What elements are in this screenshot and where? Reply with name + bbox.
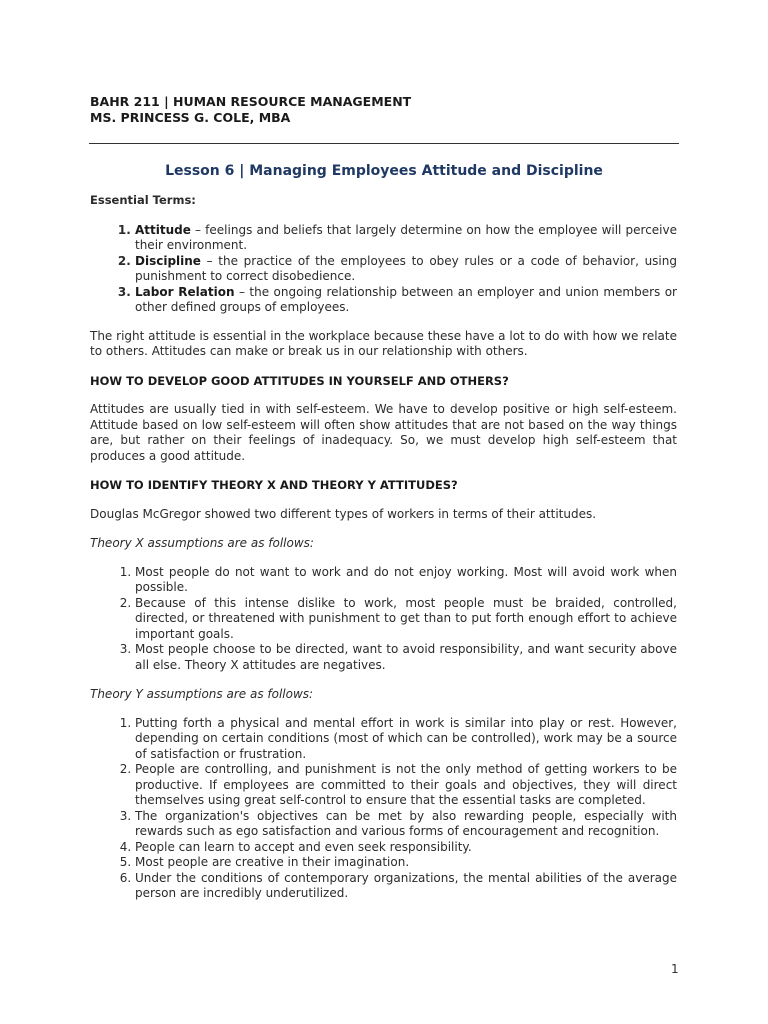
list-item: 3. Most people choose to be directed, want to avoid responsibility, and want security above all else. Theory X attitudes are negatives. [135, 642, 677, 673]
section-heading: HOW TO IDENTIFY THEORY X AND THEORY Y ATTITUDES? [90, 478, 458, 492]
section-paragraph: Douglas McGregor showed two different types of workers in terms of their attitudes. [90, 506, 597, 521]
list-item: 5. Most people are creative in their imagination. [135, 855, 677, 871]
document-header [90, 94, 411, 126]
theory-y-list [90, 716, 677, 902]
essential-terms-heading: Essential Terms: [90, 193, 196, 207]
theory-y-label: Theory Y assumptions are as follows: [90, 687, 314, 701]
list-item [135, 223, 677, 254]
term-name: Labor Relation [135, 284, 235, 299]
term-definition: – the practice of the employees to obey rules or a code of behavior, using punishment to correct disobedience. [135, 253, 677, 283]
list-item [135, 285, 677, 316]
list-item: 4. People can learn to accept and even seek responsibility. [135, 840, 677, 856]
theory-x-label: Theory X assumptions are as follows: [90, 536, 314, 550]
list-item: 6. Under the conditions of contemporary organizations, the mental abilities of the average person are incredibly underutilized. [135, 871, 677, 902]
page-number: 1 [671, 962, 679, 976]
document-body [90, 193, 677, 902]
term-name: Attitude [135, 222, 191, 237]
term-definition: – the ongoing relationship between an employer and union members or other defined groups of employees. [135, 284, 677, 314]
section-heading: HOW TO DEVELOP GOOD ATTITUDES IN YOURSELF AND OTHERS? [90, 373, 509, 388]
theory-x-list [90, 565, 677, 674]
list-item [135, 254, 677, 285]
instructor-name: MS. PRINCESS G. COLE, MBA [90, 110, 291, 125]
term-name: Discipline [135, 253, 201, 268]
course-title: BAHR 211 | HUMAN RESOURCE MANAGEMENT [90, 94, 412, 109]
header-divider [89, 143, 679, 144]
lesson-title: Lesson 6 | Managing Employees Attitude and Discipline [165, 163, 603, 179]
intro-paragraph: The right attitude is essential in the workplace because these have a lot to do with how we relate to others. Attitudes can make or break us in our relationship with others. [90, 328, 677, 358]
list-item: 1. Putting forth a physical and mental effort in work is similar into play or rest. However, depending on certain conditions (most of which can be controlled), work may be a source of satisfaction or frustration. [135, 716, 677, 763]
section-paragraph: Attitudes are usually tied in with self-esteem. We have to develop positive or high self-esteem. Attitude based on low self-esteem will often show attitudes that are not based on the way things are, but rather on their feelings of inadequacy. So, we must develop high self-esteem that produces a good attitude. [90, 402, 677, 463]
list-item: 2. Because of this intense dislike to work, most people must be braided, controlled, directed, or threatened with punishment to get than to put forth enough effort to achieve important goals. [135, 596, 677, 643]
list-item: 1. Most people do not want to work and do not enjoy working. Most will avoid work when possible. [135, 565, 677, 596]
essential-terms-list [90, 223, 677, 316]
list-item: 3. The organization's objectives can be met by also rewarding people, especially with rewards such as ego satisfaction and various forms of encouragement and recognition. [135, 809, 677, 840]
term-definition: – feelings and beliefs that largely determine on how the employee will perceive their environment. [135, 222, 677, 252]
list-item: 2. People are controlling, and punishment is not the only method of getting workers to be productive. If employees are committed to their goals and objectives, they will direct themselves using great self-control to ensure that the essential tasks are completed. [135, 762, 677, 809]
